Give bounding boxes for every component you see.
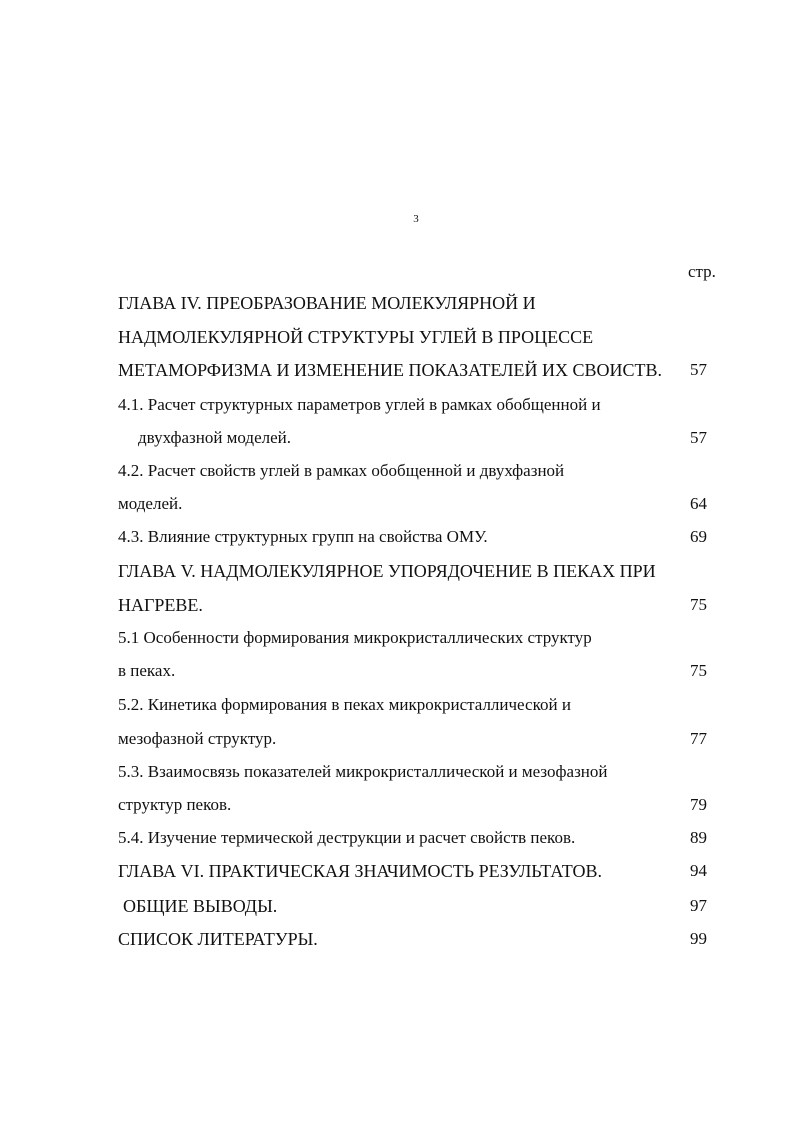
toc-ch4-page: 57 <box>690 360 707 379</box>
toc-5-3-page: 79 <box>690 795 707 814</box>
toc-ch5-page: 75 <box>690 595 707 614</box>
toc-references-line1: СПИСОК ЛИТЕРАТУРЫ. <box>118 929 318 949</box>
toc-ch4-line3: МЕТАМОРФИЗМА И ИЗМЕНЕНИЕ ПОКАЗАТЕЛЕЙ ИХ СВОИСТВ. <box>118 360 663 380</box>
toc-5-1-page: 75 <box>690 661 707 680</box>
toc-4-1-line1: 4.1. Расчет структурных параметров углей в рамках обобщенной и <box>118 395 601 414</box>
toc-conclusions-page: 97 <box>690 896 707 915</box>
toc-5-2-line2: мезофазной структур. <box>118 729 277 748</box>
toc-ch5-line2: НАГРЕВЕ. <box>118 595 203 615</box>
toc-4-3-page: 69 <box>690 527 707 546</box>
toc-4-1-page: 57 <box>690 428 707 447</box>
toc-5-3-line1: 5.3. Взаимосвязь показателей микрокристаллической и мезофазной <box>118 762 608 781</box>
toc-ch4-line2: НАДМОЛЕКУЛЯРНОЙ СТРУКТУРЫ УГЛЕЙ В ПРОЦЕССЕ <box>118 327 594 347</box>
toc-5-1-line2: в пеках. <box>118 661 176 680</box>
toc-4-2-page: 64 <box>690 494 707 513</box>
toc-5-4-page: 89 <box>690 828 707 847</box>
page-number: 3 <box>413 213 419 225</box>
toc-5-2-line1: 5.2. Кинетика формирования в пеках микрокристаллической и <box>118 695 571 714</box>
toc-ch6-line1: ГЛАВА VI. ПРАКТИЧЕСКАЯ ЗНАЧИМОСТЬ РЕЗУЛЬТАТОВ. <box>118 861 603 881</box>
toc-ch5-line1: ГЛАВА V. НАДМОЛЕКУЛЯРНОЕ УПОРЯДОЧЕНИЕ В ПЕКАХ ПРИ <box>118 561 656 581</box>
toc-5-2-page: 77 <box>690 729 707 748</box>
page-column-header: стр. <box>688 262 716 281</box>
toc-ch6-page: 94 <box>690 861 707 880</box>
toc-4-1-line2: двухфазной моделей. <box>138 428 292 447</box>
toc-ch4-line1: ГЛАВА IV. ПРЕОБРАЗОВАНИЕ МОЛЕКУЛЯРНОЙ И <box>118 293 536 313</box>
toc-references-page: 99 <box>690 929 707 948</box>
toc-5-3-line2: структур пеков. <box>118 795 232 814</box>
toc-5-4-line1: 5.4. Изучение термической деструкции и расчет свойств пеков. <box>118 828 576 847</box>
toc-4-3-line1: 4.3. Влияние структурных групп на свойства ОМУ. <box>118 527 488 546</box>
toc-5-1-line1: 5.1 Особенности формирования микрокристаллических структур <box>118 628 592 647</box>
toc-4-2-line2: моделей. <box>118 494 183 513</box>
toc-4-2-line1: 4.2. Расчет свойств углей в рамках обобщенной и двухфазной <box>118 461 565 480</box>
toc-conclusions-line1: ОБЩИЕ ВЫВОДЫ. <box>123 896 278 916</box>
